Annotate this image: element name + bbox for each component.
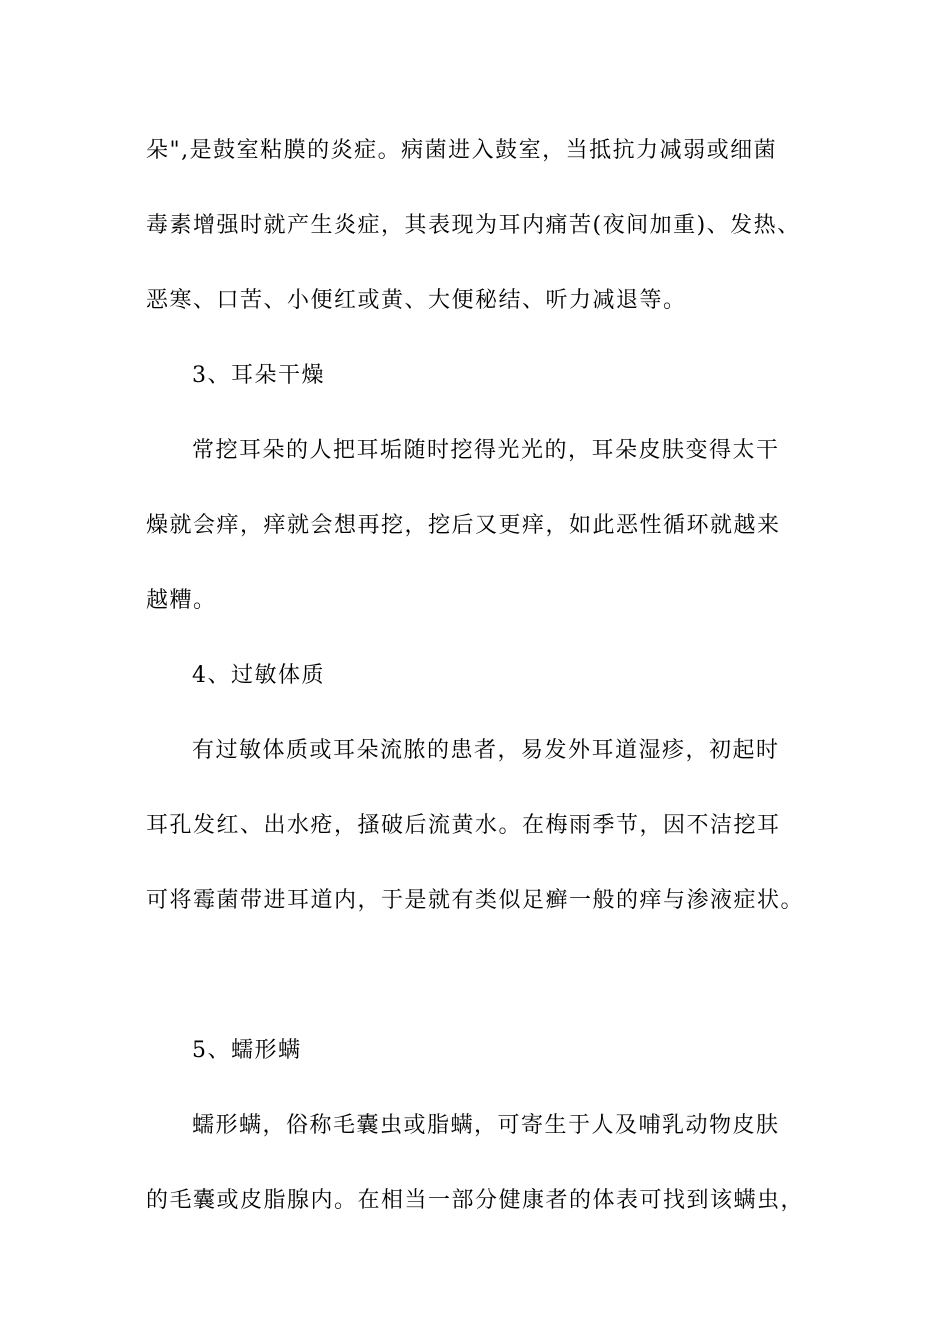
paragraph-line: 恶寒、口苦、小便红或黄、大便秘结、听力减退等。 xyxy=(146,288,687,313)
section-heading: 4、过敏体质 xyxy=(192,663,325,688)
paragraph-line: 毒素增强时就产生炎症，其表现为耳内痛苦(夜间加重)、发热、 xyxy=(146,213,801,238)
paragraph-line: 耳孔发红、出水疮，搔破后流黄水。在梅雨季节，因不洁挖耳 xyxy=(146,813,781,838)
section-heading: 5、蠕形螨 xyxy=(192,1038,302,1063)
paragraph-line: 朵",是鼓室粘膜的炎症。病菌进入鼓室，当抵抗力减弱或细菌 xyxy=(146,138,778,163)
paragraph-line: 有过敏体质或耳朵流脓的患者，易发外耳道湿疹，初起时 xyxy=(192,738,780,763)
paragraph-line: 蠕形螨，俗称毛囊虫或脂螨，可寄生于人及哺乳动物皮肤 xyxy=(192,1113,780,1138)
paragraph-line: 越糟。 xyxy=(146,588,217,613)
paragraph-line: 的毛囊或皮脂腺内。在相当一部分健康者的体表可找到该螨虫， xyxy=(146,1188,805,1213)
paragraph-line: 燥就会痒，痒就会想再挖，挖后又更痒，如此恶性循环就越来 xyxy=(146,513,781,538)
paragraph-line: 可将霉菌带进耳道内，于是就有类似足癣一般的痒与渗液症状。 xyxy=(146,888,805,913)
paragraph-line: 常挖耳朵的人把耳垢随时挖得光光的，耳朵皮肤变得太干 xyxy=(192,438,780,463)
section-heading: 3、耳朵干燥 xyxy=(192,363,325,388)
